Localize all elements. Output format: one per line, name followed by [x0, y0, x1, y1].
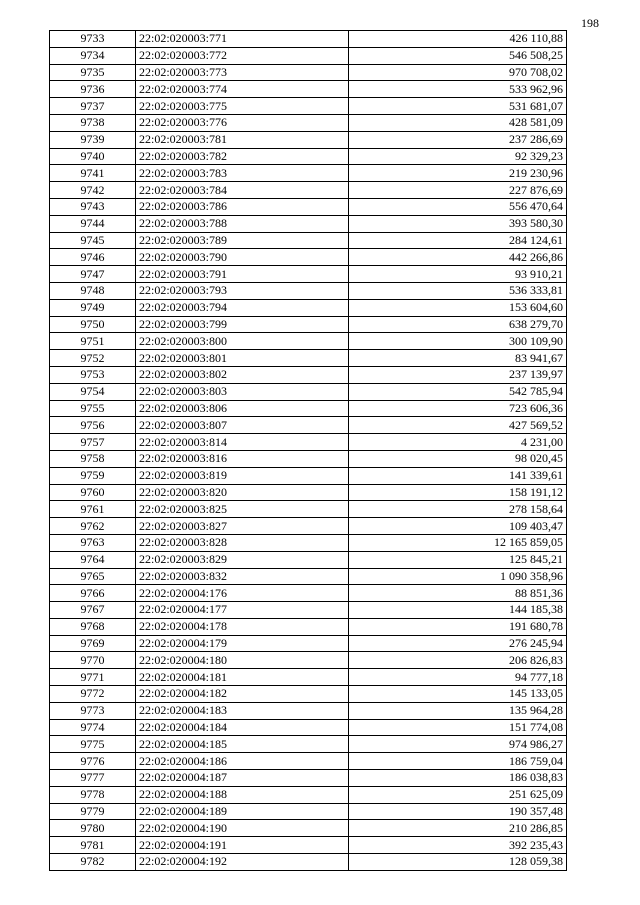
cadastral-value-cell: 227 876,69 [349, 182, 567, 199]
table-row [50, 753, 567, 770]
row-number-cell: 9741 [50, 165, 136, 182]
cadastral-number-cell: 22:02:020003:788 [136, 215, 349, 232]
row-number-cell: 9760 [50, 484, 136, 501]
cadastral-number-cell: 22:02:020003:827 [136, 518, 349, 535]
table-row [50, 232, 567, 249]
cadastral-value-cell: 556 470,64 [349, 198, 567, 215]
row-number-cell: 9778 [50, 786, 136, 803]
cadastral-value-cell: 158 191,12 [349, 484, 567, 501]
table-row [50, 266, 567, 283]
row-number-cell: 9750 [50, 316, 136, 333]
table-row [50, 249, 567, 266]
table-row [50, 434, 567, 451]
table-row [50, 484, 567, 501]
row-number-cell: 9754 [50, 383, 136, 400]
cadastral-value-cell: 442 266,86 [349, 249, 567, 266]
table-row [50, 719, 567, 736]
cadastral-number-cell: 22:02:020003:799 [136, 316, 349, 333]
cadastral-value-cell: 426 110,88 [349, 31, 567, 48]
row-number-cell: 9734 [50, 47, 136, 64]
table-row [50, 215, 567, 232]
table-row [50, 736, 567, 753]
cadastral-number-cell: 22:02:020003:802 [136, 366, 349, 383]
row-number-cell: 9751 [50, 333, 136, 350]
table-row [50, 383, 567, 400]
cadastral-number-cell: 22:02:020003:816 [136, 450, 349, 467]
table-row [50, 81, 567, 98]
cadastral-value-cell: 427 569,52 [349, 417, 567, 434]
cadastral-value-cell: 128 059,38 [349, 854, 567, 871]
table-row [50, 182, 567, 199]
cadastral-number-cell: 22:02:020003:790 [136, 249, 349, 266]
row-number-cell: 9759 [50, 467, 136, 484]
row-number-cell: 9768 [50, 618, 136, 635]
table-row [50, 618, 567, 635]
cadastral-number-cell: 22:02:020003:789 [136, 232, 349, 249]
table-row [50, 316, 567, 333]
cadastral-value-cell: 392 235,43 [349, 837, 567, 854]
table-row [50, 131, 567, 148]
row-number-cell: 9736 [50, 81, 136, 98]
cadastral-number-cell: 22:02:020003:771 [136, 31, 349, 48]
table-row [50, 770, 567, 787]
cadastral-value-cell: 4 231,00 [349, 434, 567, 451]
table-row [50, 64, 567, 81]
table-row [50, 669, 567, 686]
table-row [50, 501, 567, 518]
cadastral-value-cell: 206 826,83 [349, 652, 567, 669]
table-row [50, 98, 567, 115]
cadastral-value-cell: 151 774,08 [349, 719, 567, 736]
table-row [50, 585, 567, 602]
table-row [50, 114, 567, 131]
row-number-cell: 9762 [50, 518, 136, 535]
table-row [50, 31, 567, 48]
row-number-cell: 9770 [50, 652, 136, 669]
cadastral-number-cell: 22:02:020004:188 [136, 786, 349, 803]
cadastral-value-cell: 237 139,97 [349, 366, 567, 383]
cadastral-value-cell: 974 986,27 [349, 736, 567, 753]
cadastral-value-cell: 88 851,36 [349, 585, 567, 602]
row-number-cell: 9771 [50, 669, 136, 686]
cadastral-number-cell: 22:02:020003:794 [136, 299, 349, 316]
cadastral-value-cell: 284 124,61 [349, 232, 567, 249]
row-number-cell: 9773 [50, 702, 136, 719]
cadastral-number-cell: 22:02:020003:786 [136, 198, 349, 215]
cadastral-value-cell: 12 165 859,05 [349, 534, 567, 551]
row-number-cell: 9781 [50, 837, 136, 854]
cadastral-number-cell: 22:02:020004:179 [136, 635, 349, 652]
row-number-cell: 9779 [50, 803, 136, 820]
cadastral-number-cell: 22:02:020004:178 [136, 618, 349, 635]
table-row [50, 602, 567, 619]
row-number-cell: 9774 [50, 719, 136, 736]
cadastral-number-cell: 22:02:020004:177 [136, 602, 349, 619]
cadastral-value-cell: 145 133,05 [349, 686, 567, 703]
cadastral-value-cell: 186 759,04 [349, 753, 567, 770]
cadastral-number-cell: 22:02:020003:784 [136, 182, 349, 199]
cadastral-value-cell: 533 962,96 [349, 81, 567, 98]
row-number-cell: 9772 [50, 686, 136, 703]
cadastral-number-cell: 22:02:020003:806 [136, 400, 349, 417]
table-row [50, 518, 567, 535]
cadastral-number-cell: 22:02:020003:791 [136, 266, 349, 283]
row-number-cell: 9748 [50, 282, 136, 299]
cadastral-number-cell: 22:02:020003:783 [136, 165, 349, 182]
table-row [50, 854, 567, 871]
table-row [50, 47, 567, 64]
table-row [50, 400, 567, 417]
table-row [50, 635, 567, 652]
cadastral-value-table [49, 30, 567, 871]
cadastral-number-cell: 22:02:020003:775 [136, 98, 349, 115]
cadastral-number-cell: 22:02:020004:183 [136, 702, 349, 719]
table-row [50, 786, 567, 803]
row-number-cell: 9735 [50, 64, 136, 81]
row-number-cell: 9753 [50, 366, 136, 383]
table-row [50, 702, 567, 719]
row-number-cell: 9740 [50, 148, 136, 165]
cadastral-number-cell: 22:02:020004:184 [136, 719, 349, 736]
cadastral-number-cell: 22:02:020003:803 [136, 383, 349, 400]
cadastral-value-cell: 531 681,07 [349, 98, 567, 115]
cadastral-value-cell: 276 245,94 [349, 635, 567, 652]
cadastral-value-cell: 536 333,81 [349, 282, 567, 299]
cadastral-value-cell: 186 038,83 [349, 770, 567, 787]
table-row [50, 350, 567, 367]
table-row [50, 366, 567, 383]
cadastral-number-cell: 22:02:020004:180 [136, 652, 349, 669]
cadastral-number-cell: 22:02:020003:829 [136, 551, 349, 568]
table-row [50, 282, 567, 299]
cadastral-value-cell: 83 941,67 [349, 350, 567, 367]
table-row [50, 568, 567, 585]
row-number-cell: 9761 [50, 501, 136, 518]
row-number-cell: 9764 [50, 551, 136, 568]
cadastral-number-cell: 22:02:020003:801 [136, 350, 349, 367]
row-number-cell: 9777 [50, 770, 136, 787]
cadastral-number-cell: 22:02:020004:190 [136, 820, 349, 837]
cadastral-number-cell: 22:02:020003:772 [136, 47, 349, 64]
cadastral-number-cell: 22:02:020004:181 [136, 669, 349, 686]
row-number-cell: 9745 [50, 232, 136, 249]
cadastral-number-cell: 22:02:020003:800 [136, 333, 349, 350]
cadastral-number-cell: 22:02:020003:828 [136, 534, 349, 551]
table-body [50, 31, 567, 871]
row-number-cell: 9755 [50, 400, 136, 417]
cadastral-number-cell: 22:02:020003:774 [136, 81, 349, 98]
cadastral-value-cell: 1 090 358,96 [349, 568, 567, 585]
cadastral-number-cell: 22:02:020004:191 [136, 837, 349, 854]
table-row [50, 837, 567, 854]
table-row [50, 551, 567, 568]
row-number-cell: 9747 [50, 266, 136, 283]
cadastral-value-cell: 251 625,09 [349, 786, 567, 803]
row-number-cell: 9733 [50, 31, 136, 48]
cadastral-value-cell: 638 279,70 [349, 316, 567, 333]
table-row [50, 148, 567, 165]
cadastral-number-cell: 22:02:020003:776 [136, 114, 349, 131]
row-number-cell: 9749 [50, 299, 136, 316]
cadastral-value-cell: 546 508,25 [349, 47, 567, 64]
cadastral-value-cell: 723 606,36 [349, 400, 567, 417]
cadastral-value-cell: 93 910,21 [349, 266, 567, 283]
row-number-cell: 9776 [50, 753, 136, 770]
page-number: 198 [581, 16, 599, 30]
row-number-cell: 9752 [50, 350, 136, 367]
cadastral-number-cell: 22:02:020004:185 [136, 736, 349, 753]
row-number-cell: 9756 [50, 417, 136, 434]
cadastral-number-cell: 22:02:020003:793 [136, 282, 349, 299]
table-row [50, 333, 567, 350]
cadastral-value-cell: 144 185,38 [349, 602, 567, 619]
row-number-cell: 9767 [50, 602, 136, 619]
row-number-cell: 9758 [50, 450, 136, 467]
cadastral-value-cell: 190 357,48 [349, 803, 567, 820]
row-number-cell: 9744 [50, 215, 136, 232]
row-number-cell: 9782 [50, 854, 136, 871]
cadastral-value-cell: 219 230,96 [349, 165, 567, 182]
cadastral-value-cell: 542 785,94 [349, 383, 567, 400]
cadastral-number-cell: 22:02:020003:820 [136, 484, 349, 501]
row-number-cell: 9738 [50, 114, 136, 131]
row-number-cell: 9765 [50, 568, 136, 585]
cadastral-value-cell: 191 680,78 [349, 618, 567, 635]
table-row [50, 820, 567, 837]
table-row [50, 534, 567, 551]
cadastral-number-cell: 22:02:020003:781 [136, 131, 349, 148]
cadastral-number-cell: 22:02:020004:192 [136, 854, 349, 871]
cadastral-value-cell: 278 158,64 [349, 501, 567, 518]
row-number-cell: 9757 [50, 434, 136, 451]
cadastral-number-cell: 22:02:020004:187 [136, 770, 349, 787]
table-row [50, 165, 567, 182]
row-number-cell: 9769 [50, 635, 136, 652]
row-number-cell: 9739 [50, 131, 136, 148]
cadastral-number-cell: 22:02:020004:186 [136, 753, 349, 770]
cadastral-number-cell: 22:02:020004:182 [136, 686, 349, 703]
cadastral-number-cell: 22:02:020003:814 [136, 434, 349, 451]
cadastral-value-cell: 300 109,90 [349, 333, 567, 350]
row-number-cell: 9775 [50, 736, 136, 753]
cadastral-number-cell: 22:02:020003:825 [136, 501, 349, 518]
cadastral-value-cell: 428 581,09 [349, 114, 567, 131]
cadastral-number-cell: 22:02:020003:782 [136, 148, 349, 165]
cadastral-value-cell: 393 580,30 [349, 215, 567, 232]
cadastral-number-cell: 22:02:020004:176 [136, 585, 349, 602]
cadastral-number-cell: 22:02:020003:832 [136, 568, 349, 585]
table-row [50, 803, 567, 820]
row-number-cell: 9737 [50, 98, 136, 115]
table-row [50, 417, 567, 434]
table-row [50, 450, 567, 467]
cadastral-number-cell: 22:02:020003:807 [136, 417, 349, 434]
cadastral-number-cell: 22:02:020003:773 [136, 64, 349, 81]
table-row [50, 652, 567, 669]
cadastral-value-cell: 210 286,85 [349, 820, 567, 837]
cadastral-value-cell: 125 845,21 [349, 551, 567, 568]
table-row [50, 686, 567, 703]
row-number-cell: 9763 [50, 534, 136, 551]
table-row [50, 467, 567, 484]
cadastral-value-cell: 98 020,45 [349, 450, 567, 467]
cadastral-value-cell: 970 708,02 [349, 64, 567, 81]
cadastral-value-cell: 135 964,28 [349, 702, 567, 719]
cadastral-value-cell: 94 777,18 [349, 669, 567, 686]
cadastral-value-cell: 237 286,69 [349, 131, 567, 148]
row-number-cell: 9742 [50, 182, 136, 199]
cadastral-value-cell: 109 403,47 [349, 518, 567, 535]
row-number-cell: 9780 [50, 820, 136, 837]
cadastral-value-cell: 141 339,61 [349, 467, 567, 484]
row-number-cell: 9743 [50, 198, 136, 215]
cadastral-number-cell: 22:02:020004:189 [136, 803, 349, 820]
row-number-cell: 9766 [50, 585, 136, 602]
cadastral-value-cell: 153 604,60 [349, 299, 567, 316]
table-row [50, 299, 567, 316]
cadastral-number-cell: 22:02:020003:819 [136, 467, 349, 484]
cadastral-value-cell: 92 329,23 [349, 148, 567, 165]
row-number-cell: 9746 [50, 249, 136, 266]
table-row [50, 198, 567, 215]
